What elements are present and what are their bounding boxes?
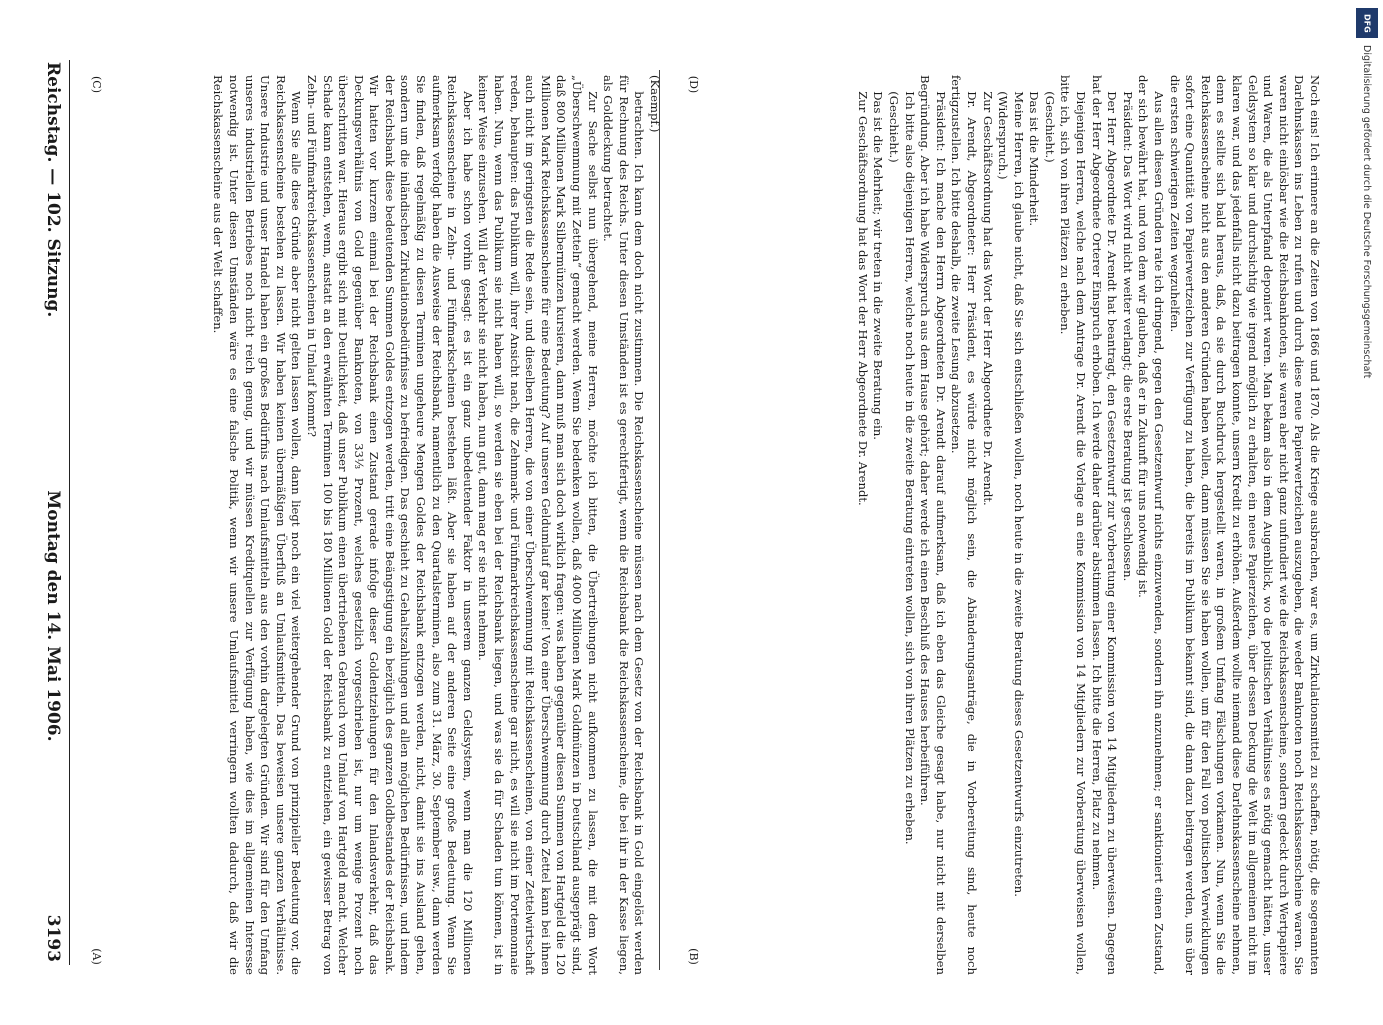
right-paragraph: Das ist die Minderheit.	[1027, 91, 1042, 227]
right-paragraph: Präsident: Ich mache den Herrn Abgeordneten Dr. Arendt darauf aufmerksam, daß ich eben das Gleiche gesagt habe, nur nicht mit derselben Begründung. Aber ich habe Widerspruch aus dem Hause gehört; daher werde ich einen Beschluß des Hauses herbeiführen.	[918, 75, 948, 975]
marker-a: (A)	[89, 948, 103, 965]
marker-b: (B)	[686, 948, 700, 965]
marker-d: (D)	[687, 75, 701, 94]
right-paragraph: Diejenigen Herren, welche nach dem Antrage Dr. Arendt die Vorlage an eine Kommission von 14 Mitgliedern zur Vorberatung überweisen wollen, bitte ich, sich von ihren Plätzen zu erheben.	[1058, 75, 1089, 975]
right-paragraph: Ich bitte also diejenigen Herren, welche noch heute in die zweite Beratung eintreten wollen, sich von ihren Plätzen zu erheben.	[902, 91, 917, 845]
text-column-right	[662, 75, 1322, 975]
header-center: Montag den 14. Mai 1906.	[43, 490, 63, 742]
right-paragraph: (Geschieht.)	[886, 91, 901, 163]
right-paragraph: Meine Herren, ich glaube nicht, daß Sie sich entschließen wollen, noch heute in die zweite Beratung dieses Gesetzentwurfs einzutreten.	[1011, 91, 1026, 897]
right-paragraph: Dr. Arendt, Abgeordneter: Herr Präsident, es würde nicht möglich sein, die Abänderungsanträge, die in Vorbereitung sind, heute noch fertigzustellen. Ich bitte deshalb, die zweite Lesung abzusetzen.	[949, 75, 979, 975]
left-paragraph: Zur Sache selbst nun übergehend, meine Herren, möchte ich bitten, die Übertreibungen nicht aufkommen zu lassen, die mit dem Wort „Überschwemmung mit Zetteln“ gemacht werden. Wenn Sie bedenken wollen, daß 4000 Millionen Mark Goldmünzen in Deutschland ausgeprägt sind, daß 800 Millionen Mark Silbermünzen kursieren, dann muß man sich doch wirklich fragen: was haben gegenüber diesen Summen von Hartgeld die 120 Millionen Mark Reichskassenscheine für eine Bedeutung? Auf unseren Geldumlauf gar keine! Von einer Überschwemmung durch Zettel kann bei ihnen auch nicht im geringsten die Rede sein, und dieselben Herren, die von einer Überschwemmung mit Reichskassenscheinen, von einer Zettelwirtschaft reden, behaupten: das Publikum will, ihrer Ansicht nach, die Zehnmark- und Fünfmarkreichskassenscheine gar nicht, es will sie nicht im Portemonnaie haben. Nun, wenn das Publikum sie nicht haben will, so werden sie eben bei der Reichsbank liegen, und was sie da für Schaden tun können, ist in keiner Weise einzusehen. Will der Verkehr sie nicht haben, nun gut, dann mag er sie nicht nehmen.	[476, 75, 600, 975]
dfg-logo: DFG	[1356, 8, 1378, 38]
marker-c: (C)	[90, 76, 103, 93]
header-left: Reichstag. — 102. Sitzung.	[43, 62, 63, 318]
right-paragraph: Zur Geschäftsordnung hat das Wort der Herr Abgeordnete Dr. Arendt.	[855, 91, 870, 506]
right-paragraph: (Widerspruch.)	[996, 91, 1011, 180]
text-column-left	[72, 75, 662, 975]
page-number: 3193	[43, 914, 63, 962]
right-paragraph: (Geschieht.)	[1042, 91, 1057, 163]
left-paragraph: betrachten. Ich kann dem doch nicht zustimmen. Die Reichskassenscheine müssen nach dem Gesetz von der Reichsbank in Gold eingelöst werden für Rechnung des Reichs. Unter diesen Umständen ist es gerechtfertigt, wenn die Reichsbank die Reichskassenscheine, die bei ihr in der Kasse liegen, als Golddeckung betrachtet.	[601, 75, 647, 975]
right-paragraph: Präsident: Das Wort wird nicht weiter verlangt; die erste Beratung ist geschlossen.	[1120, 91, 1135, 582]
left-paragraph: Wenn Sie alle diese Gründe aber nicht gelten lassen wollen, dann liegt noch ein viel weitergehender Grund von prinzipieller Bedeutung vor, die Reichskassenscheine bestehen zu lassen. Wir haben keinen übermäßigen Überfluß an Umlaufsmitteln. Das beweisen unsere ganzen Verhältnisse. Unsere Industrie und unser Handel haben ein großes Bedürfnis nach Umlaufsmitteln aus den vorhin dargelegten Gründen. Wir sind für den Umfang unseres industriellen Betriebes noch nicht reich genug, und wir müssen Kreditquellen zur Verfügung haben, wie dies im allgemeinen Interesse notwendig ist. Unter diesen Umständen wäre es eine falsche Politik, wenn wir unsere Umlaufsmittel verringern wollten dadurch, daß wir die Reichskassenscheine aus der Welt schaffen.	[211, 75, 304, 975]
right-paragraph: Noch eins! Ich erinnere an die Zeiten von 1866 und 1870. Als die Kriege ausbrachen, war es, um Zirkulationsmittel zu schaffen, nötig, die sogenannten Darlehnskassen ins Leben zu rufen und durch diese neue Papierwertzeichen auszugeben, die weder Banknoten noch Reichskassenscheine waren. Sie waren nicht einlösbar wie die Reichsbanknoten, sie waren aber nicht ganz unfundiert wie die Reichskassenscheine, sondern gedeckt durch Wertpapiere und Waren, die als Unterpfand deponiert waren. Man bekam also in dem Augenblick, wo die politischen Verhältnisse es nötig gemacht hätten, unser Geldsystem so klar und durchsichtig wie irgend möglich zu erhalten, ein neues Papierzeichen, über dessen Deckung die Welt im allgemeinen nicht im klaren war, und das jedenfalls nicht dazu beitragen konnte, unsern Kredit zu erhöhen. Außerdem wollte niemand diese Darlehnskassenscheine nehmen, denn es stellte sich bald heraus, daß, da sie durch Buchdruck hergestellt waren, in großem Umfang Fälschungen vorkamen. Nun, wenn Sie die Reichskassenscheine nicht aus den anderen Gründen haben wollen, dann müssen Sie sie haben wollen, um für den Fall von politischen Verwicklungen sofort eine Quantität von Papierwertzeichen zur Verfügung zu haben, die bereits im Publikum bekannt sind, die dann dazu beitragen werden, uns über die ersten schwierigen Zeiten wegzuhelfen.	[1167, 75, 1322, 975]
running-head	[40, 62, 66, 962]
header-rule	[69, 60, 70, 965]
right-paragraph: Aus allen diesen Gründen rate ich dringend, gegen den Gesetzentwurf nichts einzuwenden, sondern ihn anzunehmen; er sanktioniert einen Zustand, der sich bewährt hat, und von dem wir glauben, daß er in Zukunft für uns notwendig ist.	[1136, 75, 1167, 975]
left-paragraph: Aber ich habe schon vorhin gesagt: es ist ein ganz unbedeutender Faktor in unserem ganzen Geldsystem, wenn man die 120 Millionen Reichskassenscheine in Zehn- und Fünfmarkscheinen bestehen läßt. Aber sie haben auf der anderen Seite eine große Bedeutung. Wenn Sie aufmerksam verfolgt haben die Ausweise der Reichsbank, namentlich zu den Quartalsterminen, also zum 31. März, 30. September usw., dann werden Sie finden, daß regelmäßig zu diesen Terminen ungeheure Mengen Goldes der Reichsbank entzogen werden, nicht, damit sie ins Ausland gehen, sondern um die inländischen Zirkulationsbedürfnisse zu befriedigen. Das geschieht zu Gehaltszahlungen und allen möglichen Bedürfnissen, und indem der Reichsbank diese bedeutenden Summen Goldes entzogen werden, tritt eine Beängstigung ein bezüglich des ganzen Goldbestandes der Reichsbank. Wir hatten vor kurzem einmal bei der Reichsbank einen Zustand gerade infolge dieser Goldentziehungen für den Inlandsverkehr, daß das Deckungsverhältnis von Gold gegenüber Banknoten, von 33⅓ Prozent, welches gesetzlich vorgeschrieben ist, nur um wenige Prozent noch überschritten war. Hieraus ergibt sich mit Deutlichkeit, daß unser Publikum einen übertriebenen Gebrauch vom Umlauf von Hartgeld macht. Welcher Schade kann entstehen, wenn, anstatt an den erwähnten Terminen 100 bis 180 Millionen Gold der Reichsbank zu entziehen, ein gewisser Betrag von Zehn- und Fünfmarkreichskassenscheinen in Umlauf kommt?	[304, 75, 475, 975]
digitization-note: Digitalisierung gefördert durch die Deutsche Forschungsgemeinschaft	[1361, 45, 1372, 379]
right-paragraph: Der Herr Abgeordnete Dr. Arendt hat beantragt, den Gesetzentwurf zur Vorberatung einer Kommission von 14 Mitgliedern zu überweisen. Dagegen hat der Herr Abgeordnete Orterer Einspruch erhoben. Ich werde daher darüber abstimmen lassen. Ich bitte die Herren, Platz zu nehmen.	[1089, 75, 1120, 975]
right-paragraph: Das ist die Mehrheit; wir treten in die zweite Beratung ein.	[871, 91, 886, 440]
left-paragraph: (Kaempf.)	[648, 75, 662, 133]
right-paragraph: Zur Geschäftsordnung hat das Wort der Herr Abgeordnete Dr. Arendt.	[980, 91, 995, 506]
